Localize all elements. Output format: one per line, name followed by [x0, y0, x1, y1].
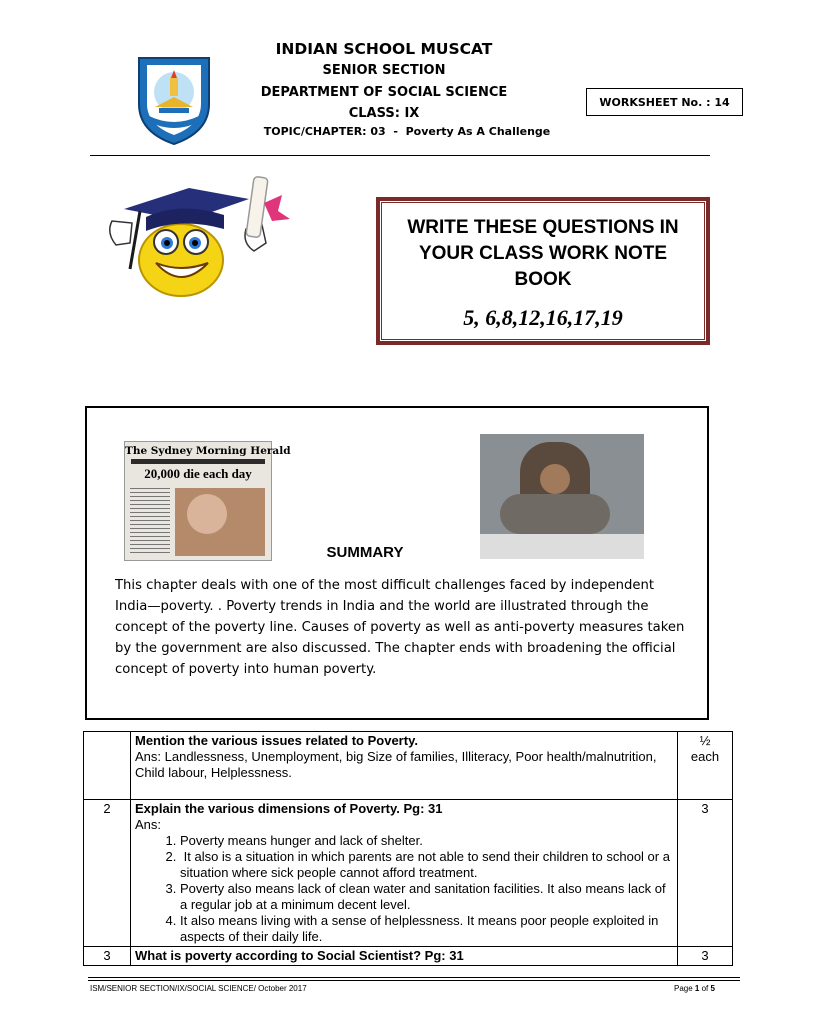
answer-text: Ans: Landlessness, Unemployment, big Size of families, Illiteracy, Poor health/malnutrition, Child labour, Helplessness. [135, 749, 657, 780]
question-text: Explain the various dimensions of Poverty. Pg: 31 [135, 801, 443, 816]
marks-value: 3 [678, 800, 733, 947]
list-item: 4. It also means living with a sense of helplessness. It means poor people exploited in aspects of their daily life. [180, 913, 673, 945]
summary-text: This chapter deals with one of the most difficult challenges faced by independent India—poverty. . Poverty trends in India and the world are illustrated through the concept of the poverty line. Causes of poverty as well as anti-poverty measures taken by the government are also discussed. The chapter ends with broadening the official concept of poverty into human poverty. [115, 578, 685, 677]
table-row [84, 732, 733, 800]
marks-value: ½ [699, 733, 711, 748]
instruction-line: BOOK [514, 269, 572, 290]
question-cell [131, 732, 678, 800]
worksheet-number: WORKSHEET No. : 14 [586, 88, 743, 116]
marks-unit: each [690, 749, 720, 764]
summary-title: SUMMARY [326, 544, 404, 561]
list-item: 3. Poverty also means lack of clean water and sanitation facilities. It also means lack of a regular job at a minimum decent level. [180, 881, 673, 913]
page-of-label: of [699, 984, 711, 993]
topic-line: TOPIC/CHAPTER: 03 - Poverty As A Challenge [263, 125, 551, 138]
section-name: SENIOR SECTION [322, 63, 446, 78]
page-current: 1 [694, 984, 700, 993]
question-cell [131, 947, 678, 966]
class-label: CLASS: IX [348, 106, 420, 121]
footer-divider [88, 977, 740, 978]
list-item: 2. It also is a situation in which parents are not able to send their children to school or a situation where sick people cannot afford treatment. [180, 849, 673, 881]
graduation-smiley-image [104, 173, 294, 298]
question-number: 2 [84, 800, 131, 947]
instruction-line: WRITE THESE QUESTIONS IN [407, 217, 679, 238]
marks-value: 3 [678, 947, 733, 966]
question-text: Mention the various issues related to Poverty. [135, 733, 418, 748]
summary-box [85, 406, 709, 720]
header-divider [90, 155, 710, 156]
question-text: What is poverty according to Social Scientist? Pg: 31 [135, 948, 464, 963]
question-numbers: 5, 6,8,12,16,17,19 [463, 305, 623, 330]
newspaper-image [124, 441, 291, 561]
department-name: DEPARTMENT OF SOCIAL SCIENCE [260, 85, 508, 100]
list-item: 1. Poverty means hunger and lack of shelter. [180, 833, 673, 849]
questions-table [83, 731, 733, 966]
table-row [84, 800, 733, 947]
answer-label: Ans: [135, 817, 162, 832]
question-number: 3 [84, 947, 131, 966]
marks-cell [678, 732, 733, 800]
newspaper-masthead: The Sydney Morning Herald [125, 445, 291, 457]
page-number [674, 984, 715, 993]
instruction-line: YOUR CLASS WORK NOTE [418, 243, 668, 264]
school-name: INDIAN SCHOOL MUSCAT [275, 40, 493, 58]
page-label: Page [674, 984, 695, 993]
page-total: 5 [710, 984, 715, 993]
table-row [84, 947, 733, 966]
footer-divider [88, 980, 740, 981]
answer-list [135, 833, 673, 945]
poverty-photo [480, 434, 644, 559]
instruction-box [376, 197, 710, 345]
question-cell [131, 800, 678, 947]
question-number [84, 732, 131, 800]
footer-reference: ISM/SENIOR SECTION/IX/SOCIAL SCIENCE/ October 2017 [90, 984, 307, 993]
school-logo [133, 52, 215, 146]
newspaper-headline: 20,000 die each day [144, 466, 252, 481]
